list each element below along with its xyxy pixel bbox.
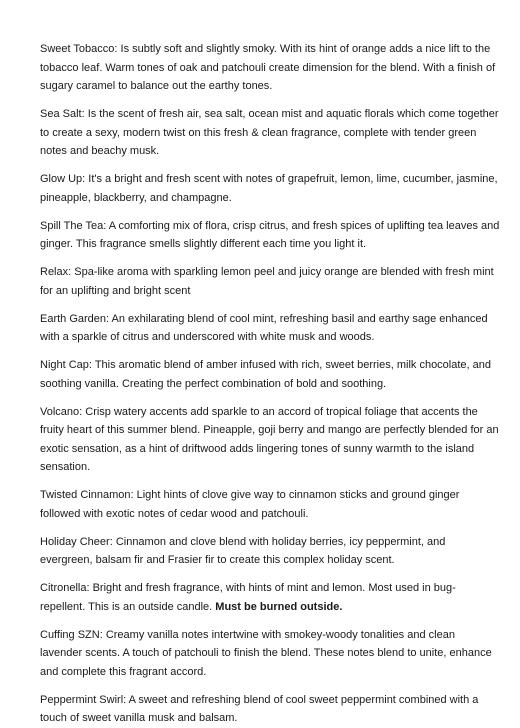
- scent-citronella: [40, 579, 500, 616]
- scent-earth-garden: Earth Garden: An exhilarating blend of cool mint, refreshing basil and earthy sage enhanced with a sparkle of citrus and underscored with white musk and woods.: [40, 312, 488, 343]
- scent-twisted-cinnamon: Twisted Cinnamon: Light hints of clove give way to cinnamon sticks and ground ginger followed with exotic notes of cedar wood and patchouli.: [40, 489, 460, 520]
- citronella-description: Citronella: Bright and fresh fragrance, with hints of mint and lemon. Most used in bug-repellent. This is an outside candle.: [40, 582, 456, 613]
- scent-cuffing-szn: Cuffing SZN: Creamy vanilla notes intertwine with smokey-woody tonalities and clean lavender scents. A touch of patchouli to finish the blend. These notes blend to unite, enhance and complete this fragrant accord.: [40, 628, 492, 678]
- scent-sweet-tobacco: Sweet Tobacco: Is subtly soft and slightly smoky. With its hint of orange adds a nice lift to the tobacco leaf. Warm tones of oak and patchouli create dimension for the blend. With a finish of sugary caramel to balance out the earthy tones.: [40, 43, 496, 92]
- scent-spill-the-tea: Spill The Tea: A comforting mix of flora, crisp citrus, and fresh spices of uplifting tea leaves and ginger. This fragrance smells slightly different each time you light it.: [40, 219, 500, 250]
- scent-volcano: Volcano: Crisp watery accents add sparkle to an accord of tropical foliage that accents the fruity heart of this summer blend. Pineapple, goji berry and mango are perfectly blended for an exotic sensation, as a hint of driftwood adds lingering tones of sunny warmth to the island sensation.: [40, 405, 499, 473]
- scent-night-cap: Night Cap: This aromatic blend of amber infused with rich, sweet berries, milk chocolate, and soothing vanilla. Creating the perfect combination of bold and soothing.: [40, 359, 492, 390]
- citronella-warning: Must be burned outside.: [215, 600, 343, 613]
- scent-glow-up: Glow Up: It's a bright and fresh scent with notes of grapefruit, lemon, lime, cucumber, jasmine, pineapple, blackberry, and champagne.: [40, 173, 498, 204]
- scent-relax: Relax: Spa-like aroma with sparkling lemon peel and juicy orange are blended with fresh mint for an uplifting and bright scent: [40, 266, 494, 297]
- scent-peppermint-swirl: Peppermint Swirl: A sweet and refreshing blend of cool sweet peppermint combined with a touch of sweet vanilla musk and balsam.: [40, 693, 479, 724]
- scent-sea-salt: Sea Salt: Is the scent of fresh air, sea salt, ocean mist and aquatic florals which come together to create a sexy, modern twist on this fresh & clean fragrance, complete with tender green notes and beachy musk.: [40, 108, 499, 157]
- scent-holiday-cheer: Holiday Cheer: Cinnamon and clove blend with holiday berries, icy peppermint, and evergreen, balsam fir and Frasier fir to create this complex holiday scent.: [40, 535, 446, 566]
